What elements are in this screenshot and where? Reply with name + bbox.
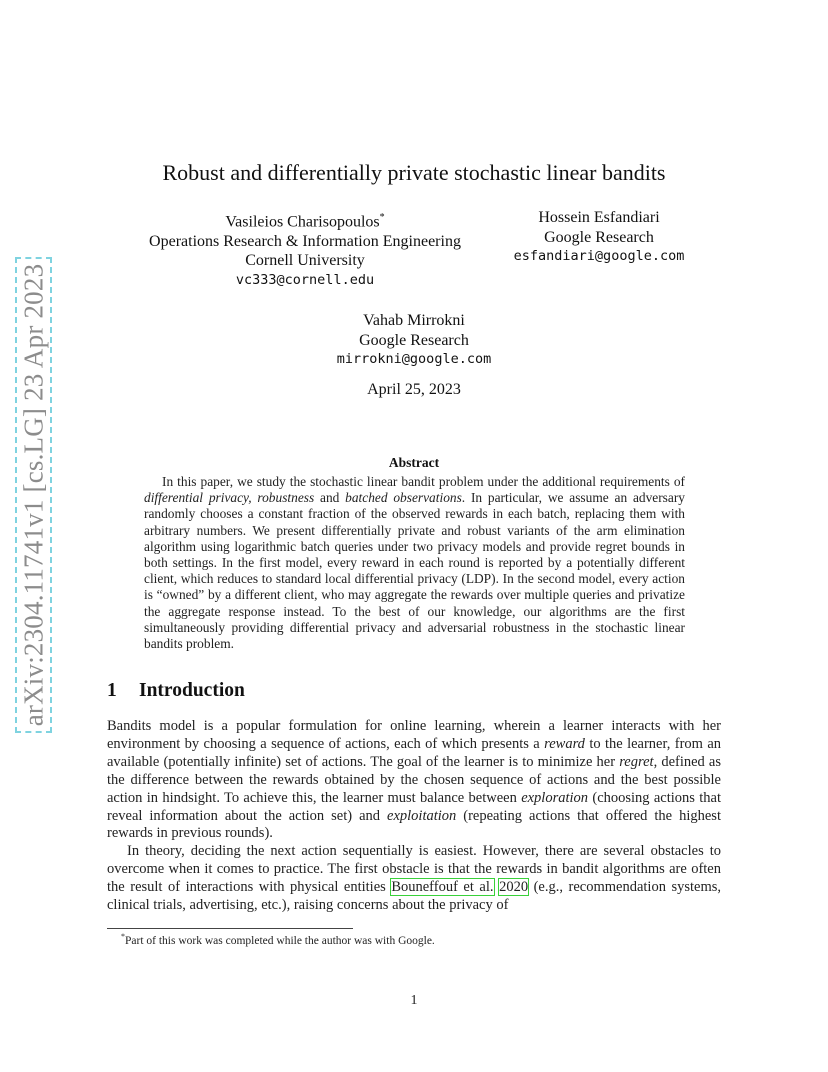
- author-block-2: [490, 208, 708, 267]
- author-affiliation: Cornell University: [245, 252, 365, 270]
- author-email: vc333@cornell.edu: [235, 271, 375, 288]
- footnote-text: Part of this work was completed while the author was with Google.: [125, 934, 435, 947]
- author-block-1: [120, 208, 490, 290]
- author-email: esfandiari@google.com: [513, 248, 685, 264]
- author-name: Vahab Mirrokni: [363, 312, 465, 329]
- author-name: Vasileios Charisopoulos*: [225, 212, 385, 231]
- intro-paragraph-2: In theory, deciding the next action sequentially is easiest. However, there are several obstacles to overcome when it comes to practice. The first obstacle is that the rewards in bandit algorithms are often the result of interactions with physical entities Bouneffouf et al. 2020 (e.g., recommendation systems, clinical trials, advertising, etc.), raising concerns about the privacy of: [107, 843, 722, 914]
- abstract-heading: Abstract: [388, 455, 440, 470]
- paper-title: Robust and differentially private stochastic linear bandits: [162, 160, 666, 185]
- arxiv-stamp[interactable]: [15, 257, 52, 733]
- arxiv-id-label: arXiv:2304.11741v1 [cs.LG] 23 Apr 2023: [18, 263, 48, 727]
- author-email: mirrokni@google.com: [336, 351, 492, 367]
- intro-paragraph-1: Bandits model is a popular formulation for online learning, wherein a learner interacts with her environment by choosing a sequence of actions, each of which presents a reward to the learner, from an available (potentially infinite) set of actions. The goal of the learner is to minimize her regret, defined as the difference between the rewards obtained by the chosen sequence of actions and the best possible action in hindsight. To achieve this, the learner must balance between exploration (choosing actions that reveal information about the action set) and exploitation (repeating actions that offered the highest rewards in previous rounds).: [107, 718, 722, 842]
- intro-body: [107, 718, 721, 915]
- author-name: Hossein Esfandiari: [538, 209, 660, 226]
- citation-link-author[interactable]: Bouneffouf et al.: [391, 879, 494, 896]
- section-title: Introduction: [139, 680, 245, 701]
- abstract-text: In this paper, we study the stochastic linear bandit problem under the additional requirements of differential privacy, robustness and batched observations. In particular, we assume an adversary randomly chooses a constant fraction of the observed rewards in each batch, replacing them with arbitrary numbers. We present differentially private and robust variants of the arm elimination algorithm using logarithmic batch queries under two privacy models and provide regret bounds in both settings. In the first model, every reward in each round is reported by a potentially different client, which reduces to standard local differential privacy (LDP). In the second model, every action is “owned” by a different client, who may aggregate the rewards over multiple queries and privatize the aggregate response instead. To the best of our knowledge, our algorithms are the first simultaneously providing differential privacy and adversarial robustness in the stochastic linear bandits problem.: [144, 474, 685, 652]
- section-heading: [107, 680, 245, 702]
- paper-date: April 25, 2023: [367, 381, 461, 398]
- author-affiliation: Google Research: [359, 331, 469, 349]
- section-number: 1: [107, 680, 117, 701]
- footnote: [121, 932, 435, 947]
- footnote-mark: *: [121, 932, 125, 941]
- footnote-divider: [107, 928, 353, 929]
- author-block-3: [314, 311, 514, 370]
- page-number: 1: [410, 993, 418, 1008]
- citation-link-year[interactable]: 2020: [499, 879, 529, 896]
- author-affiliation: Operations Research & Information Engineering: [149, 232, 461, 250]
- author-affiliation: Google Research: [544, 228, 654, 246]
- footnote-mark: *: [379, 212, 385, 223]
